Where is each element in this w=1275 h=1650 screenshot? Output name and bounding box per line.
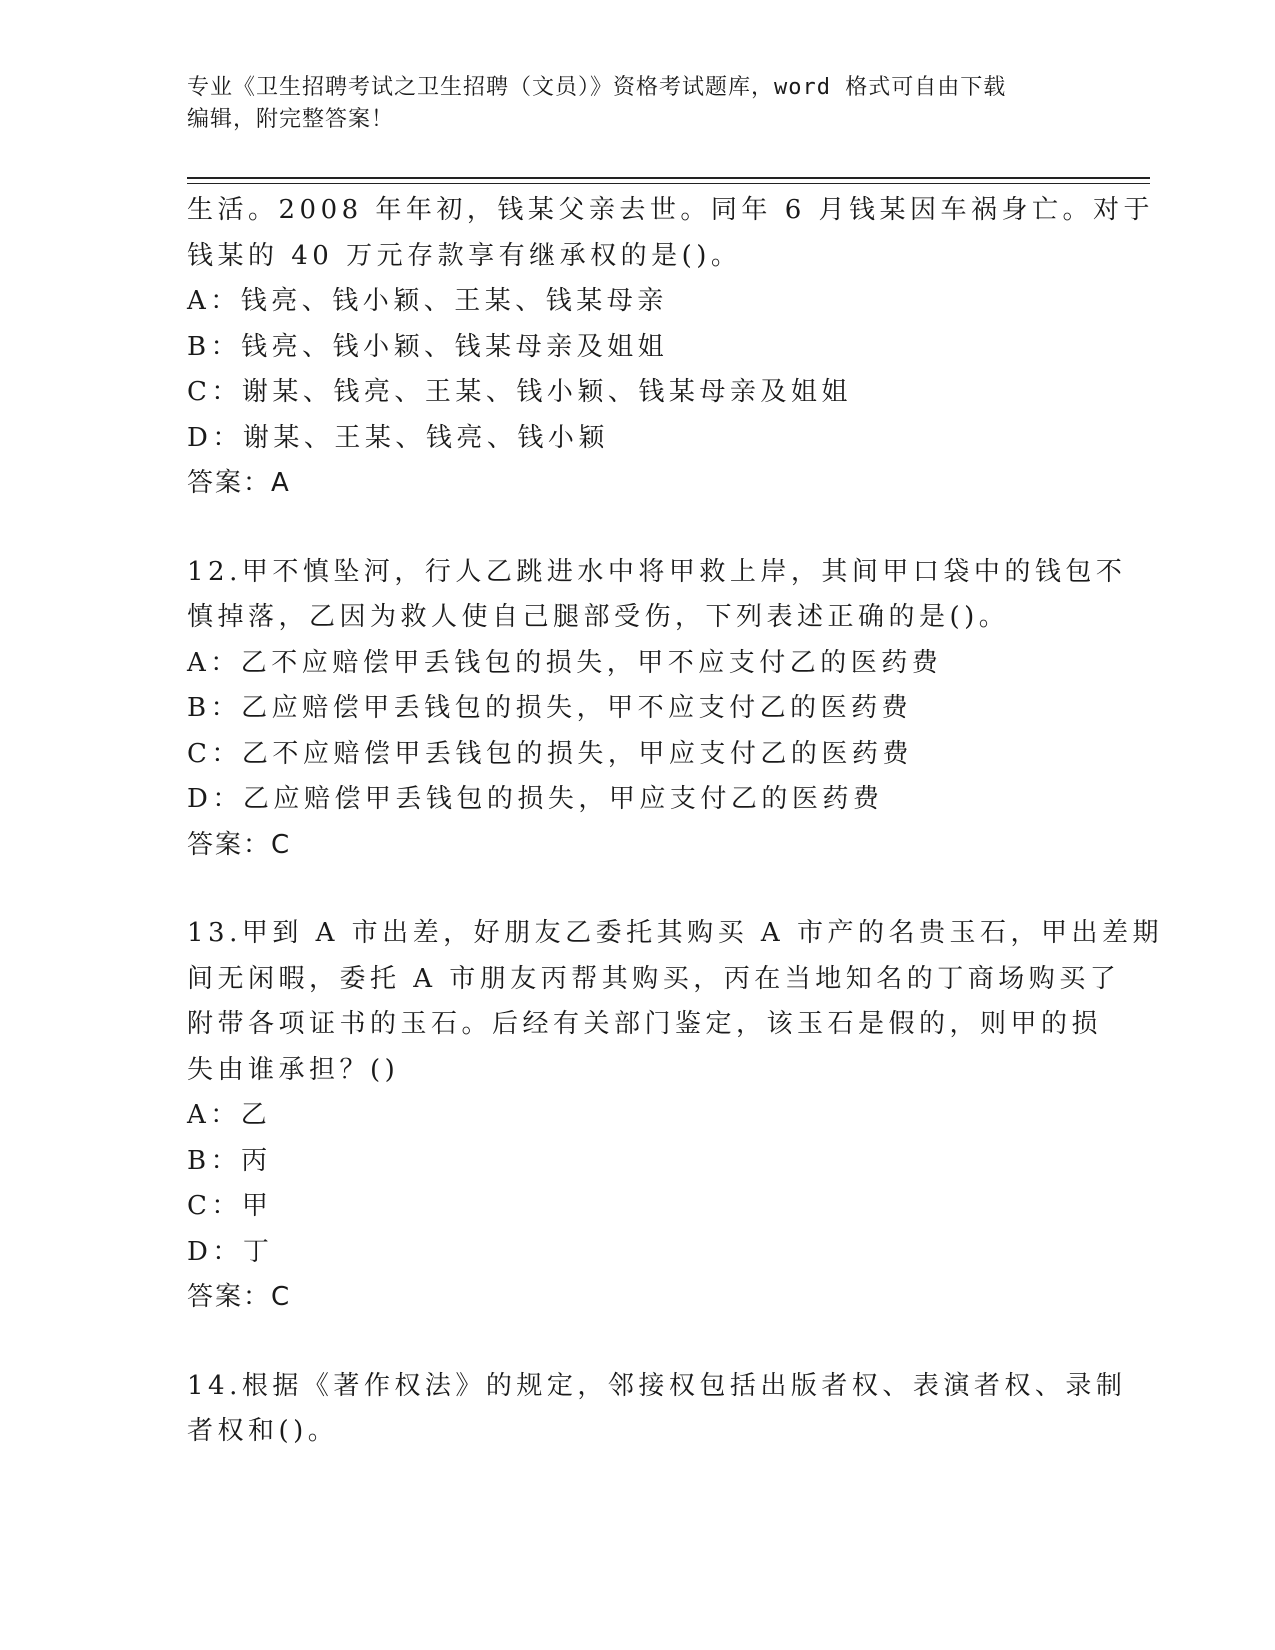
question-text: 生活。2008 年年初，钱某父亲去世。同年 6 月钱某因车祸身亡。对于 [187, 195, 1155, 225]
answer: 答案：C [187, 829, 292, 860]
answer: 答案：A [187, 468, 291, 498]
option-a: A：乙不应赔偿甲丢钱包的损失，甲不应支付乙的医药费 [187, 647, 943, 678]
question-12 [187, 550, 1127, 869]
spacer [187, 507, 1087, 550]
option-b: B：丙 [187, 1145, 272, 1176]
question-text: 者权和()。 [187, 1416, 339, 1446]
header-line-2: 编辑，附完整答案！ [187, 107, 395, 132]
option-b: B：乙应赔偿甲丢钱包的损失，甲不应支付乙的医药费 [187, 693, 913, 723]
question-13 [187, 911, 1163, 1321]
option-a: A：钱亮、钱小颖、王某、钱某母亲 [187, 286, 668, 316]
option-c: C：谢某、钱亮、王某、钱小颖、钱某母亲及姐姐 [187, 377, 852, 407]
question-text: 附带各项证书的玉石。后经有关部门鉴定，该玉石是假的，则甲的损 [187, 1009, 1103, 1039]
option-b: B：钱亮、钱小颖、钱某母亲及姐姐 [187, 331, 669, 362]
question-text: 失由谁承担？() [187, 1054, 400, 1085]
document-header [187, 72, 1087, 136]
header-rule-thick [187, 177, 1150, 179]
option-d: D：乙应赔偿甲丢钱包的损失，甲应支付乙的医药费 [187, 784, 884, 814]
question-text: 12.甲不慎坠河，行人乙跳进水中将甲救上岸，其间甲口袋中的钱包不 [187, 556, 1127, 587]
option-c: C：甲 [187, 1191, 273, 1221]
document-body [187, 188, 1163, 1455]
question-text: 钱某的 40 万元存款享有继承权的是()。 [187, 240, 742, 271]
header-rule-thin [187, 183, 1150, 184]
question-text: 慎掉落，乙因为救人使自己腿部受伤，下列表述正确的是()。 [187, 602, 1010, 632]
header-line-1: 专业《卫生招聘考试之卫生招聘（文员）》资格考试题库，word 格式可自由下载 [187, 75, 1007, 100]
spacer [187, 1321, 1087, 1364]
question-text: 14.根据《著作权法》的规定，邻接权包括出版者权、表演者权、录制 [187, 1370, 1127, 1401]
option-c: C：乙不应赔偿甲丢钱包的损失，甲应支付乙的医药费 [187, 738, 913, 769]
option-d: D：丁 [187, 1236, 274, 1267]
question-text: 13.甲到 A 市出差，好朋友乙委托其购买 A 市产的名贵玉石，甲出差期 [187, 918, 1163, 948]
spacer [187, 868, 1087, 911]
question-11 [187, 188, 1155, 507]
option-d: D：谢某、王某、钱亮、钱小颖 [187, 422, 609, 453]
question-text: 间无闲暇，委托 A 市朋友丙帮其购买，丙在当地知名的丁商场购买了 [187, 963, 1121, 994]
answer: 答案：C [187, 1282, 292, 1312]
question-14 [187, 1364, 1127, 1455]
option-a: A：乙 [187, 1100, 272, 1130]
